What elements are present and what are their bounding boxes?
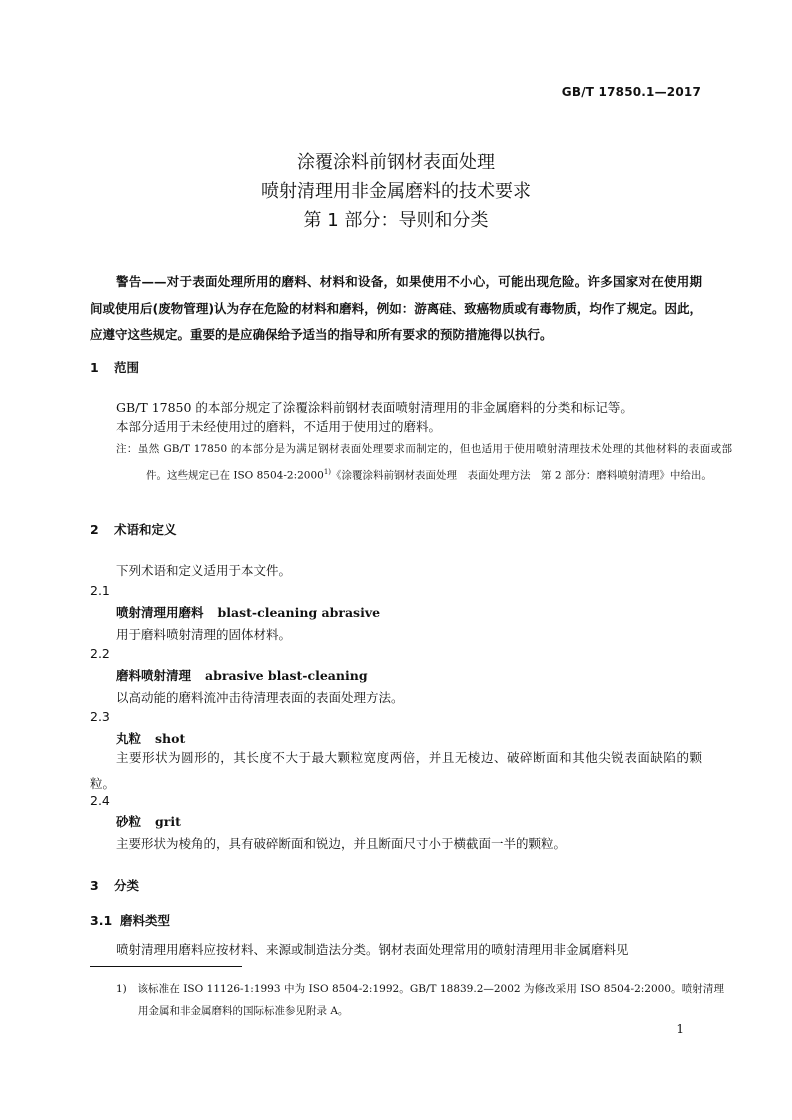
term-heading xyxy=(116,603,380,621)
footnote-1: 1) 该标准在 ISO 11126-1:1993 中为 ISO 8504-2:1992。GB/T 18839.2—2002 为修改采用 ISO 8504-2:2000。喷射清理用金属和非金属磨料的国际标准参见附录 A。 xyxy=(116,983,724,1017)
subsection-3-1-heading xyxy=(90,911,170,929)
title-line-3: 第 1 部分：导则和分类 xyxy=(303,210,489,231)
term-heading xyxy=(116,666,368,684)
page-number: 1 xyxy=(676,1022,684,1036)
section-2-heading xyxy=(90,520,177,538)
section-number: 3 xyxy=(90,878,99,893)
term-cn: 磨料喷射清理 xyxy=(116,668,192,683)
term-en: abrasive blast-cleaning xyxy=(205,668,368,683)
term-number: 2.2 xyxy=(90,646,110,661)
term-definition: 用于磨料喷射清理的固体材料。 xyxy=(116,627,292,642)
scope-note-text-a: 注：虽然 GB/T 17850 的本部分是为满足钢材表面处理要求而制定的，但也适用于使用喷射清理技术处理的其他材料的表面或部件。这些规定已在 ISO 8504-2:2000 xyxy=(116,443,732,481)
term-number: 2.3 xyxy=(90,709,110,724)
term-definition: 主要形状为圆形的，其长度不大于最大颗粒宽度两倍，并且无棱边、破碎断面和其他尖锐表面缺陷的颗粒。 xyxy=(90,750,702,791)
term-cn: 喷射清理用磨料 xyxy=(116,605,204,620)
scope-paragraph-2: 本部分适用于未经使用过的磨料，不适用于使用过的磨料。 xyxy=(116,419,442,434)
scope-paragraph-1: GB/T 17850 的本部分规定了涂覆涂料前钢材表面喷射清理用的非金属磨料的分类和标记等。 xyxy=(116,400,633,415)
section-title: 分类 xyxy=(114,878,140,893)
term-heading xyxy=(116,812,181,830)
term-number: 2.1 xyxy=(90,583,110,598)
term-en: grit xyxy=(155,814,181,829)
term-cn: 砂粒 xyxy=(116,814,142,829)
term-en: shot xyxy=(155,731,186,746)
section-1-heading xyxy=(90,358,139,376)
subsection-title: 磨料类型 xyxy=(120,913,171,928)
scope-note xyxy=(116,438,732,487)
term-definition: 以高动能的磨料流冲击待清理表面的表面处理方法。 xyxy=(116,690,404,705)
section-number: 2 xyxy=(90,522,99,537)
scope-note-text-b: 《涂覆涂料前钢材表面处理 表面处理方法 第 2 部分：磨料喷射清理》中给出。 xyxy=(331,469,712,481)
term-number: 2.4 xyxy=(90,793,110,808)
section-title: 术语和定义 xyxy=(114,522,177,537)
term-en: blast-cleaning abrasive xyxy=(217,605,381,620)
section-title: 范围 xyxy=(114,360,140,375)
standard-number: GB/T 17850.1—2017 xyxy=(561,85,701,99)
term-definition: 主要形状为棱角的，具有破碎断面和锐边，并且断面尺寸小于横截面一半的颗粒。 xyxy=(116,836,567,851)
term-cn: 丸粒 xyxy=(116,731,142,746)
terms-intro: 下列术语和定义适用于本文件。 xyxy=(116,563,292,578)
section-3-heading xyxy=(90,876,139,894)
warning-paragraph: 警告——对于表面处理所用的磨料、材料和设备，如果使用不小心，可能出现危险。许多国家对在使用期间或使用后(废物管理)认为存在危险的材料和磨料，例如：游离硅、致癌物质或有毒物质，均作了规定。因此，应遵守这些规定。重要的是应确保给予适当的指导和所有要求的预防措施得以执行。 xyxy=(90,274,702,342)
title-line-1: 涂覆涂料前钢材表面处理 xyxy=(297,152,495,173)
footnote-ref: 1) xyxy=(323,467,332,476)
title-line-2: 喷射清理用非金属磨料的技术要求 xyxy=(261,181,531,202)
classification-paragraph: 喷射清理用磨料应按材料、来源或制造法分类。钢材表面处理常用的喷射清理用非金属磨料见 xyxy=(116,942,629,957)
footnote-divider xyxy=(90,966,242,967)
subsection-number: 3.1 xyxy=(90,913,113,928)
section-number: 1 xyxy=(90,360,99,375)
